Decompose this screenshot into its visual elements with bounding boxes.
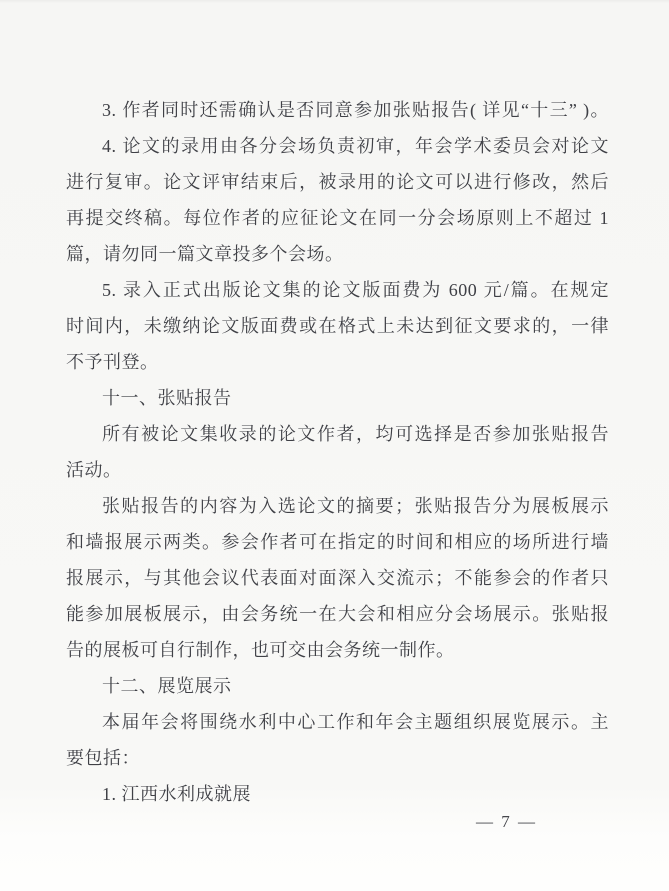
text-line: 篇，请勿同一篇文章投多个会场。 <box>66 244 344 264</box>
text-line: 本届年会将围绕水利中心工作和年会主题组织展览展示。主 <box>102 712 609 732</box>
text-line: 4. 论文的录用由各分会场负责初审，年会学术委员会对论文 <box>102 136 609 156</box>
text-line: 活动。 <box>66 460 122 480</box>
text-line: 十一、张贴报告 <box>102 388 232 408</box>
page-number: — 7 — <box>476 812 537 831</box>
text-line: 和墙报展示两类。参会作者可在指定的时间和相应的场所进行墙 <box>66 532 609 552</box>
text-line: 3. 作者同时还需确认是否同意参加张贴报告( 详见“十三” )。 <box>102 100 609 120</box>
text-line: 报展示，与其他会议代表面对面深入交流示；不能参会的作者只 <box>66 568 609 588</box>
text-line: 所有被论文集收录的论文作者，均可选择是否参加张贴报告 <box>102 424 609 444</box>
text-line: 能参加展板展示，由会务统一在大会和相应分会场展示。张贴报 <box>66 604 609 624</box>
text-line: 不予刊登。 <box>66 352 159 372</box>
text-line: 时间内，未缴纳论文版面费或在格式上未达到征文要求的，一律 <box>66 316 609 336</box>
text-line: 5. 录入正式出版论文集的论文版面费为 600 元/篇。在规定 <box>102 280 609 300</box>
text-line: 进行复审。论文评审结束后，被录用的论文可以进行修改，然后 <box>66 172 609 192</box>
document-body <box>66 92 609 812</box>
text-line: 十二、展览展示 <box>102 676 232 696</box>
text-line: 要包括： <box>66 748 140 768</box>
text-line: 1. 江西水利成就展 <box>102 784 251 804</box>
text-line: 告的展板可自行制作，也可交由会务统一制作。 <box>66 640 455 660</box>
text-line: 张贴报告的内容为入选论文的摘要；张贴报告分为展板展示 <box>102 496 609 516</box>
text-line: 再提交终稿。每位作者的应征论文在同一分会场原则上不超过 1 <box>66 208 609 228</box>
